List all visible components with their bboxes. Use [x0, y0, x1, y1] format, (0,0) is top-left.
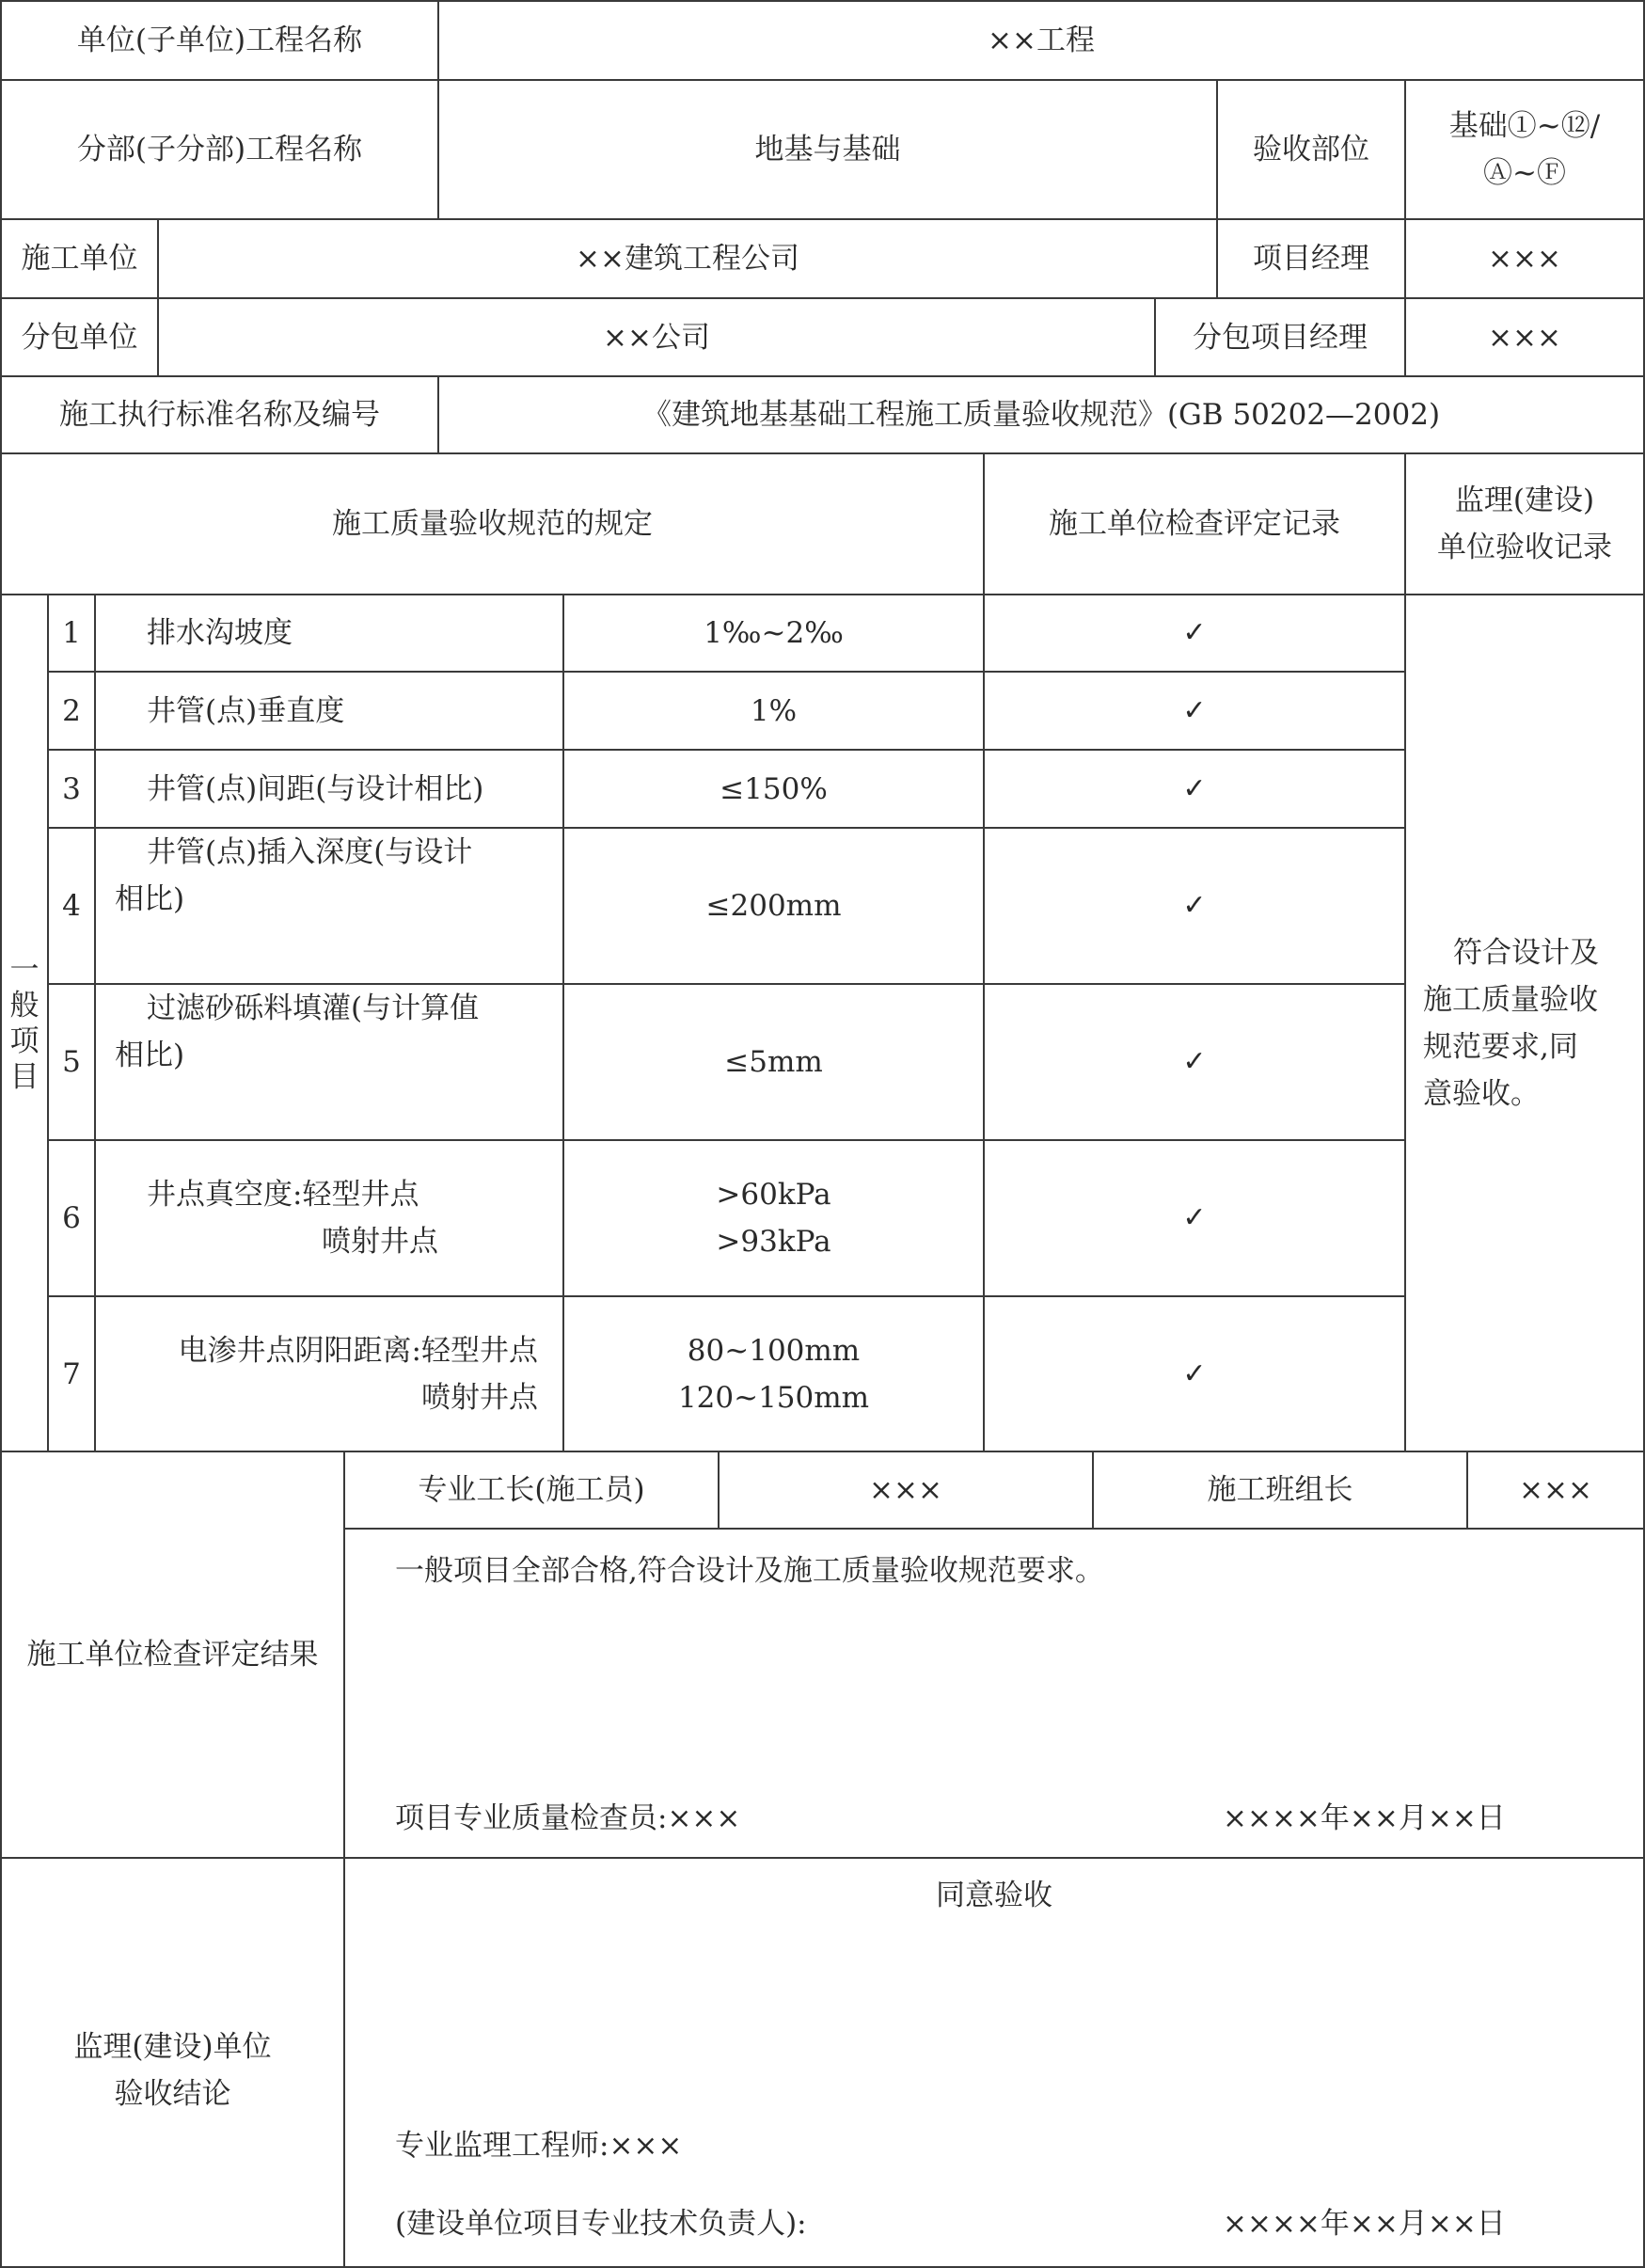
item-name-line: 排水沟坡度 — [147, 616, 293, 650]
item-value-line: 80~100mm — [687, 1333, 861, 1368]
construction-unit-label: 施工单位 — [21, 242, 138, 276]
supervision-label-line: 监理(建设)单位 — [73, 2029, 272, 2064]
item-value: ≤5mm — [724, 1045, 823, 1079]
item-check-mark: ✓ — [1182, 1201, 1207, 1234]
supervision-remark-line: 施工质量验收 — [1423, 982, 1598, 1017]
item-name-line: 井管(点)垂直度 — [147, 693, 345, 728]
item-no: 7 — [62, 1356, 81, 1391]
item-name-line: 过滤砂砾料填灌(与计算值 — [147, 991, 480, 1025]
item-name — [96, 1297, 562, 1451]
item-check-mark: ✓ — [1182, 771, 1207, 805]
item-check-mark: ✓ — [1182, 1356, 1207, 1390]
check-record-column-header: 施工单位检查评定记录 — [1049, 507, 1340, 541]
supervision-header-line: 单位验收记录 — [1437, 531, 1612, 564]
item-value — [564, 1297, 983, 1451]
acceptance-part-line: Ⓐ~Ⓕ — [1483, 156, 1566, 190]
supervising-engineer: 专业监理工程师:××× — [395, 2129, 683, 2163]
item-name-line: 喷射井点 — [322, 1225, 438, 1259]
divider — [343, 1451, 345, 2268]
item-value — [564, 1141, 983, 1295]
unit-project-value: ××工程 — [988, 24, 1095, 57]
item-check-mark: ✓ — [1182, 693, 1207, 727]
supervision-remark-line: 意验收。 — [1423, 1076, 1540, 1111]
result-conclusion: 一般项目全部合格,符合设计及施工质量验收规范要求。 — [395, 1554, 1104, 1588]
foreman-value: ××× — [869, 1473, 942, 1507]
standard-label: 施工执行标准名称及编号 — [59, 398, 380, 432]
item-no: 2 — [62, 693, 81, 728]
result-date: ××××年××月××日 — [1223, 1801, 1506, 1835]
item-value: 1‰~2‰ — [704, 616, 844, 650]
item-no: 4 — [62, 889, 81, 923]
item-name — [96, 829, 562, 983]
item-name — [96, 985, 562, 1139]
supervision-date: ××××年××月××日 — [1223, 2207, 1506, 2241]
group-label-char: 项 — [9, 1023, 40, 1058]
item-value: ≤150% — [720, 771, 828, 806]
item-value-line: 120~150mm — [677, 1380, 870, 1415]
item-name-line: 井点真空度:轻型井点 — [147, 1178, 419, 1212]
item-name-line: 相比) — [115, 882, 185, 916]
item-name — [96, 673, 562, 749]
item-name-line: 井管(点)间距(与设计相比) — [147, 771, 484, 806]
item-name-line: 电渗井点阴阳距离:轻型井点 — [178, 1333, 538, 1368]
item-value: ≤200mm — [705, 889, 842, 923]
supervision-label-line: 验收结论 — [114, 2076, 231, 2111]
spec-column-header: 施工质量验收规范的规定 — [332, 507, 653, 541]
owner-representative: (建设单位项目专业技术负责人): — [395, 2207, 807, 2241]
supervision-column-header — [1406, 454, 1643, 594]
project-manager-label: 项目经理 — [1253, 242, 1369, 276]
group-label-char: 一 — [9, 952, 40, 987]
group-label-char: 般 — [9, 988, 40, 1023]
item-no: 1 — [62, 616, 81, 650]
sub-project-value: 地基与基础 — [754, 133, 901, 167]
supervision-remark-line: 规范要求,同 — [1423, 1029, 1578, 1064]
quality-inspector: 项目专业质量检查员:××× — [395, 1801, 741, 1835]
unit-project-label: 单位(子单位)工程名称 — [76, 24, 363, 57]
item-name-line: 相比) — [115, 1039, 185, 1072]
general-items-group-label — [2, 595, 47, 1451]
subcontract-unit-label: 分包单位 — [21, 320, 138, 355]
item-check-mark: ✓ — [1182, 889, 1207, 922]
item-name — [96, 751, 562, 827]
item-name-line: 井管(点)插入深度(与设计 — [147, 835, 473, 869]
supervision-header-line: 监理(建设) — [1454, 484, 1595, 517]
team-leader-value: ××× — [1519, 1473, 1592, 1507]
item-name — [96, 595, 562, 671]
supervision-remark — [1406, 595, 1643, 1451]
subcontract-manager-value: ××× — [1488, 320, 1561, 355]
result-label: 施工单位检查评定结果 — [26, 1638, 319, 1672]
item-no: 5 — [62, 1045, 81, 1079]
supervision-remark-line: 符合设计及 — [1453, 935, 1599, 970]
item-no: 6 — [62, 1201, 81, 1235]
acceptance-part-label: 验收部位 — [1253, 133, 1369, 167]
item-check-mark: ✓ — [1182, 1045, 1207, 1078]
project-manager-value: ××× — [1488, 242, 1561, 276]
supervision-conclusion: 同意验收 — [936, 1879, 1052, 1912]
standard-value: 《建筑地基基础工程施工质量验收规范》(GB 50202—2002) — [641, 398, 1441, 432]
subcontract-manager-label: 分包项目经理 — [1193, 320, 1368, 355]
acceptance-part-value — [1406, 81, 1643, 218]
item-value-line: >60kPa — [716, 1178, 831, 1212]
item-no: 3 — [62, 771, 81, 806]
item-value-line: >93kPa — [716, 1225, 831, 1259]
team-leader-label: 施工班组长 — [1207, 1473, 1353, 1507]
construction-unit-value: ××建筑工程公司 — [576, 242, 799, 276]
foreman-label: 专业工长(施工员) — [418, 1473, 645, 1507]
item-check-mark: ✓ — [1182, 616, 1207, 649]
supervision-label — [2, 1859, 343, 2266]
subcontract-unit-value: ××公司 — [603, 320, 710, 355]
group-label-char: 目 — [9, 1059, 40, 1094]
divider — [343, 1528, 1645, 1530]
item-name-line: 喷射井点 — [421, 1380, 538, 1415]
item-name — [96, 1141, 562, 1295]
sub-project-label: 分部(子分部)工程名称 — [76, 133, 363, 167]
acceptance-part-line: 基础①~⑫/ — [1448, 109, 1601, 143]
item-value: 1% — [750, 693, 798, 728]
